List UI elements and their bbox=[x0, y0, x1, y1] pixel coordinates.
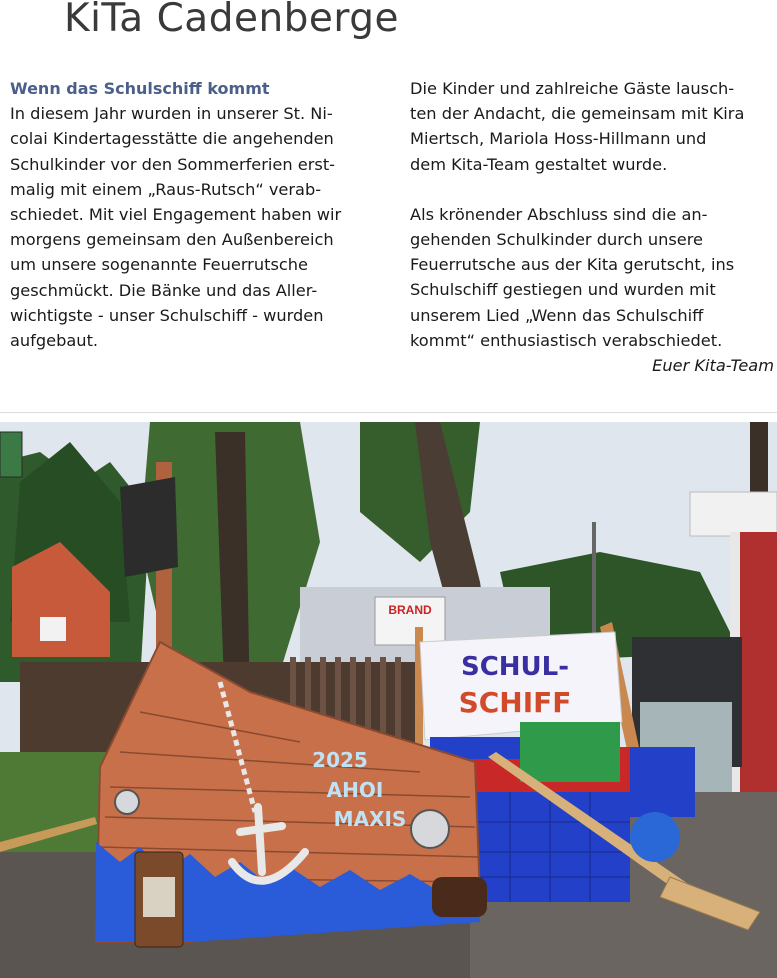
lantern-glass bbox=[143, 877, 175, 917]
porthole bbox=[115, 790, 139, 814]
body-line: schiedet. Mit viel Engagement haben wir bbox=[10, 205, 342, 225]
photo-illustration bbox=[0, 422, 777, 978]
body-line: um unsere sogenannte Feuerrutsche bbox=[10, 255, 308, 275]
body-line: kommt“ enthusiastisch verabschiedet. bbox=[410, 330, 723, 350]
hull-text-year: 2025 bbox=[312, 748, 368, 772]
warehouse-sign-text: BRAND bbox=[388, 603, 432, 617]
pole-sign bbox=[0, 432, 22, 477]
body-line: geschmückt. Die Bänke und das Aller- bbox=[10, 280, 318, 300]
hull-text-ahoi: AHOI bbox=[326, 778, 384, 802]
article-left-column bbox=[10, 76, 390, 353]
body-line: wichtigste - unser Schulschiff - wurden bbox=[10, 305, 324, 325]
body-line: colai Kindertagesstätte die angehenden bbox=[10, 129, 334, 149]
crates-blue-right bbox=[630, 747, 695, 817]
paragraph-gap bbox=[410, 177, 777, 202]
article-photo bbox=[0, 422, 777, 978]
garage-wall bbox=[740, 532, 777, 792]
garage-roof bbox=[690, 492, 777, 536]
porthole bbox=[411, 810, 449, 848]
body-line: In diesem Jahr wurden in unserer St. Ni- bbox=[10, 104, 333, 124]
body-line: aufgebaut. bbox=[10, 331, 99, 351]
body-line: Als krönender Abschluss sind die an- bbox=[410, 204, 708, 224]
body-line: Schulschiff gestiegen und wurden mit bbox=[410, 280, 716, 300]
page-title: KiTa Cadenberge bbox=[64, 0, 400, 41]
body-line: unserem Lied „Wenn das Schulschiff bbox=[410, 305, 704, 325]
body-line: gehenden Schulkinder durch unsere bbox=[410, 230, 704, 250]
tree-trunk bbox=[750, 422, 768, 502]
article-signature: Euer Kita-Team bbox=[652, 356, 774, 376]
crates-green bbox=[520, 722, 620, 782]
banner-text-line2: SCHIFF bbox=[458, 686, 572, 719]
article-headline: Wenn das Schulschiff kommt bbox=[10, 79, 270, 98]
ship-flag bbox=[120, 477, 178, 577]
body-line: ten der Andacht, die gemeinsam mit Kira bbox=[410, 104, 745, 124]
blue-ball bbox=[630, 812, 680, 862]
hull-text-maxis: MAXIS bbox=[333, 807, 407, 831]
body-line: malig mit einem „Raus-Rutsch“ verab- bbox=[10, 179, 322, 199]
body-line: Die Kinder und zahlreiche Gäste lausch- bbox=[410, 79, 735, 98]
house-window bbox=[40, 617, 66, 641]
banner-text-line1: SCHUL- bbox=[460, 652, 570, 682]
body-line: Feuerrutsche aus der Kita gerutscht, ins bbox=[410, 255, 735, 275]
article-right-column bbox=[410, 76, 777, 378]
treasure-chest bbox=[432, 877, 487, 917]
body-line: morgens gemeinsam den Außenbereich bbox=[10, 230, 334, 250]
body-line: Miertsch, Mariola Hoss-Hillmann und bbox=[410, 129, 707, 149]
body-line: Schulkinder vor den Sommerferien erst- bbox=[10, 154, 336, 174]
lamp-post bbox=[592, 522, 596, 642]
body-line: dem Kita-Team gestaltet wurde. bbox=[410, 154, 668, 174]
section-divider bbox=[0, 412, 777, 413]
